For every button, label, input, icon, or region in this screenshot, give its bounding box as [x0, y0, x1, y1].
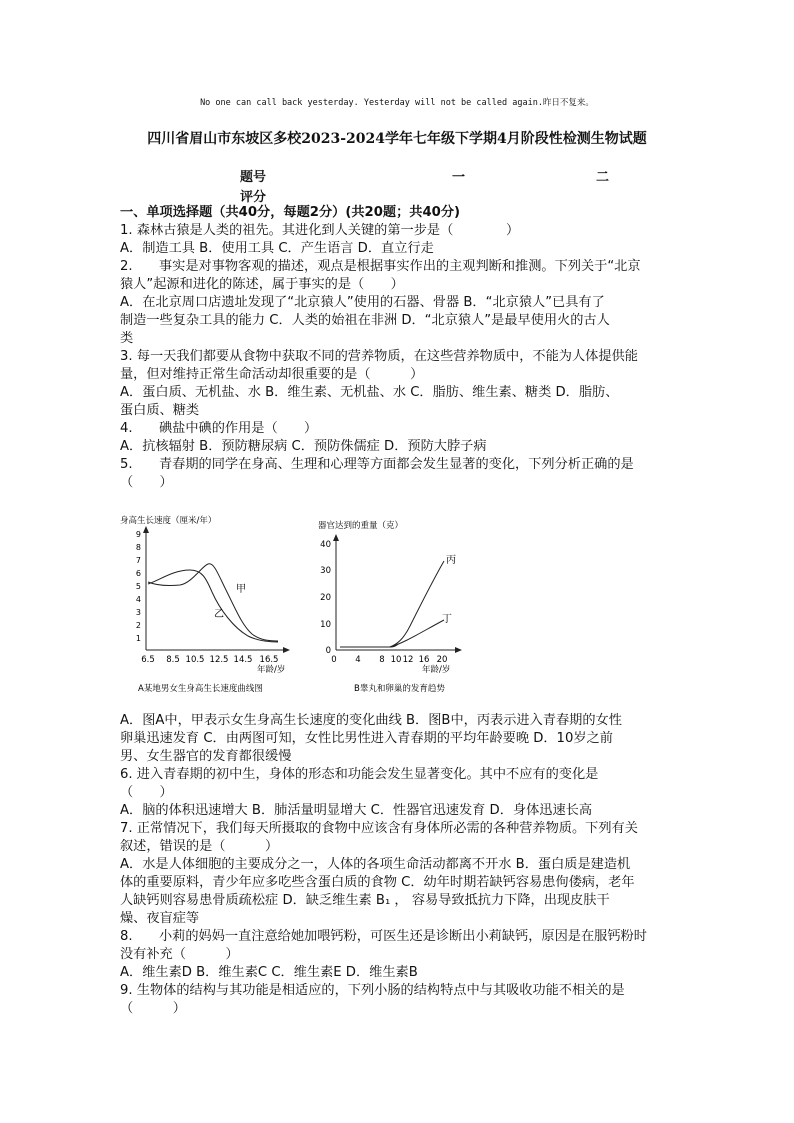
right-ytick-30: 30 [320, 566, 331, 576]
left-ytick-2: 2 [135, 621, 141, 630]
right-ytick-0: 0 [325, 646, 331, 656]
left-ytick-4: 4 [135, 595, 141, 604]
left-ytick-1: 1 [135, 634, 141, 643]
right-chart-xlabel: 年龄/岁 [422, 665, 451, 675]
question-6-line1: 6. 进入青春期的初中生，身体的形态和功能会发生显著变化。其中不应有的变化是 [120, 767, 599, 782]
question-6-options: A．脑的体积迅速增大 B．肺活量明显增大 C．性器官迅速发育 D．身体迅速长高 [120, 803, 593, 818]
question-5-options-line3: 男、女生器官的发育都很缓慢 [120, 749, 292, 764]
question-7-line1: 7. 正常情况下，我们每天所摄取的食物中应该含有身体所必需的各种营养物质。下列有关 [120, 821, 638, 836]
left-curve-yi-label: 乙 [214, 609, 224, 620]
questions-part1 [120, 204, 676, 492]
question-8-line2: 没有补充（ ） [120, 947, 239, 962]
right-ytick-20: 20 [320, 593, 331, 603]
question-3-line2: 量，但对维持正常生命活动却很重要的是（ ） [120, 367, 424, 382]
question-7-options-line3: 人缺钙则容易患骨质疏松症 D．缺乏维生素 B₁ ， 容易导致抵抗力下降，出现皮肤干 [120, 893, 610, 908]
left-xtick-16.5: 16.5 [259, 655, 279, 665]
right-chart-ylabel: 器官达到的重量（克） [318, 521, 404, 531]
questions-part2 [120, 712, 676, 1018]
left-ytick-7: 7 [135, 556, 141, 565]
score-table-row1-label: 题号 [240, 170, 267, 185]
left-chart-xlabel: 年龄/岁 [257, 665, 286, 675]
question-3-options-line1: A．蛋白质、无机盐、水 B．维生素、无机盐、水 C．脂肪、维生素、糖类 D．脂肪、 [120, 385, 619, 400]
right-chart-caption: B睾丸和卵巢的发育趋势 [354, 684, 445, 694]
right-xtick-16: 16 [418, 655, 430, 665]
question-4-options: A．抗核辐射 B．预防糖尿病 C．预防侏儒症 D．预防大脖子病 [120, 439, 487, 454]
left-xtick-6.5: 6.5 [141, 655, 155, 665]
question-5-options-line1: A．图A中，甲表示女生身高生长速度的变化曲线 B．图B中，丙表示进入青春期的女性 [120, 713, 622, 728]
left-ytick-8: 8 [135, 543, 141, 552]
question-5-line2: （ ） [120, 475, 173, 490]
figure-svg [118, 510, 478, 696]
right-xtick-20: 20 [436, 655, 448, 665]
left-xtick-10.5: 10.5 [185, 655, 205, 665]
right-xtick-0: 0 [331, 655, 337, 665]
right-curve-bing-label: 丙 [446, 555, 456, 566]
score-table-col1: 一 [452, 170, 466, 185]
left-curve-jia-label: 甲 [236, 584, 246, 595]
left-chart-y-arrow [143, 526, 149, 533]
left-curve-yi [148, 570, 278, 642]
question-2-line2: 猿人”起源和进化的陈述，属于事实的是（ ） [120, 277, 404, 292]
question-2-options-line2: 制造一些复杂工具的能力 C．人类的始祖在非洲 D．“北京猿人”是最早使用火的古人 [120, 313, 610, 328]
right-ytick-40: 40 [320, 540, 331, 550]
question-2-options-line3: 类 [120, 331, 134, 346]
question-4: 4. 碘盐中碘的作用是（ ） [120, 421, 318, 436]
header-motto: No one can call back yesterday. Yesterday will not be called again.昨日不复来。 [200, 98, 594, 108]
right-xtick-4: 4 [355, 655, 361, 665]
question-3-line1: 3. 每一天我们都要从食物中获取不同的营养物质，在这些营养物质中，不能为人体提供能 [120, 349, 638, 364]
right-curve-bing [390, 561, 444, 647]
question-7-options-line1: A．水是人体细胞的主要成分之一，人体的各项生命活动都离不开水 B．蛋白质是建造机 [120, 857, 631, 872]
question-7-options-line2: 体的重要原料，青少年应多吃些含蛋白质的食物 C．幼年时期若缺钙容易患佝偻病，老年 [120, 875, 635, 890]
right-xtick-10: 10 [390, 655, 402, 665]
question-1-options: A．制造工具 B．使用工具 C．产生语言 D．直立行走 [120, 241, 434, 256]
score-table-row2-label: 评分 [240, 190, 267, 205]
right-curve-ding [390, 620, 444, 647]
question-5-options-line2: 卵巢迅速发育 C．由两图可知，女性比男性进入青春期的平均年龄要晚 D．10岁之前 [120, 731, 613, 746]
right-chart-y-arrow [333, 534, 339, 541]
left-ytick-9: 9 [135, 530, 141, 539]
question-3-options-line2: 蛋白质、糖类 [120, 403, 200, 418]
question-1: 1. 森林古猿是人类的祖先。其进化到人关键的第一步是（ ） [120, 223, 520, 238]
page-title: 四川省眉山市东坡区多校2023-2024学年七年级下学期4月阶段性检测生物试题 [147, 131, 647, 147]
figure-growth-charts [118, 510, 478, 696]
section-heading: 一、单项选择题（共40分，每题2分）(共20题；共40分) [120, 205, 461, 220]
right-ytick-10: 10 [320, 620, 331, 630]
right-xtick-12: 12 [402, 655, 414, 665]
left-chart-ylabel: 身高生长速度（厘米/年） [120, 516, 217, 526]
right-curve-ding-label: 丁 [442, 614, 452, 625]
question-6-line2: （ ） [120, 785, 173, 800]
question-9-line2: （ ） [120, 1001, 186, 1016]
question-2-line1: 2. 事实是对事物客观的描述，观点是根据事实作出的主观判断和推测。下列关于“北京 [120, 259, 641, 274]
question-8-line1: 8. 小莉的妈妈一直注意给她加喂钙粉，可医生还是诊断出小莉缺钙，原因是在服钙粉时 [120, 929, 647, 944]
question-5-line1: 5. 青春期的同学在身高、生理和心理等方面都会发生显著的变化，下列分析正确的是 [120, 457, 634, 472]
right-xtick-8: 8 [379, 655, 385, 665]
question-7-line2: 叙述，错误的是（ ） [120, 839, 279, 854]
left-chart-x-arrow [283, 647, 290, 653]
left-ytick-5: 5 [135, 582, 141, 591]
left-xtick-8.5: 8.5 [166, 655, 180, 665]
question-9-line1: 9. 生物体的结构与其功能是相适应的，下列小肠的结构特点中与其吸收功能不相关的是 [120, 983, 625, 998]
question-2-options-line1: A．在北京周口店遗址发现了“北京猿人”使用的石器、骨器 B．“北京猿人”已具有了 [120, 295, 605, 310]
left-xtick-14.5: 14.5 [233, 655, 253, 665]
question-8-options: A．维生素D B．维生素C C．维生素E D．维生素B [120, 965, 418, 980]
right-chart-x-arrow [455, 647, 462, 653]
left-ytick-6: 6 [135, 569, 141, 578]
score-table-col2: 二 [596, 170, 610, 185]
left-xtick-12.5: 12.5 [209, 655, 229, 665]
right-curve-baseline [340, 644, 398, 647]
question-7-options-line4: 燥、夜盲症等 [120, 911, 200, 926]
left-ytick-3: 3 [135, 608, 141, 617]
left-chart-caption: A某地男女生身高生长速度曲线图 [138, 684, 263, 694]
